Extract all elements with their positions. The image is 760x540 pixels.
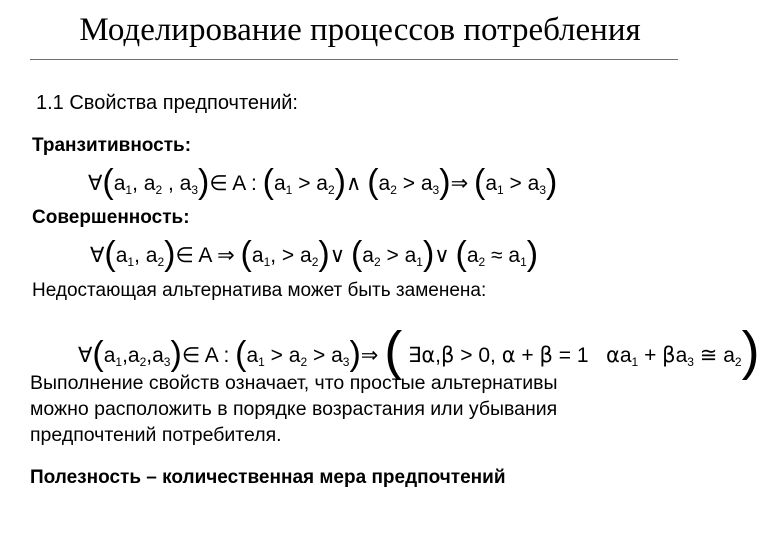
utility-conclusion: Полезность – количественная мера предпочтений [30, 467, 506, 488]
properties-paragraph [30, 370, 700, 448]
completeness-formula: $\forall(a_1$, $a_2)\in$ A ⇒ ($a_1$, > $a_2)\vee$ ($a_2$ > $a_1)\vee$ $(a_2 \approx a_1)$ [90, 235, 539, 273]
transitivity-formula: $\forall(a_1$, $a_2$ , $a_3)\in$ A : ($a_1$ > $a_2)\wedge$ ($a_2$ > $a_3)\Rightarrow$ $(a_1 > a_3)$ [88, 163, 558, 201]
paragraph-line: можно расположить в порядке возрастания или убывания [30, 398, 558, 420]
paragraph-line: предпочтений потребителя. [30, 424, 282, 446]
title-divider [30, 59, 678, 60]
slide-title: Моделирование процессов потребления [79, 12, 641, 48]
transitivity-label: Транзитивность: [32, 135, 192, 156]
completeness-label: Совершенность: [32, 207, 190, 228]
substitution-formula: $\forall(a_1,a_2,a_3)\in$ A : ($a_1 > a_2$ > $a_3)\Rightarrow$ ( ∃α,β > 0, α + β = 1 $\alpha a_1 + \beta a_3$ ≅ $a_2$) [78, 321, 760, 381]
paragraph-line: Выполнение свойств означает, что простые альтернативы [30, 372, 558, 394]
missing-alternative-label: Недостающая альтернатива может быть заменена: [32, 280, 487, 301]
section-heading: 1.1 Свойства предпочтений: [36, 92, 298, 114]
